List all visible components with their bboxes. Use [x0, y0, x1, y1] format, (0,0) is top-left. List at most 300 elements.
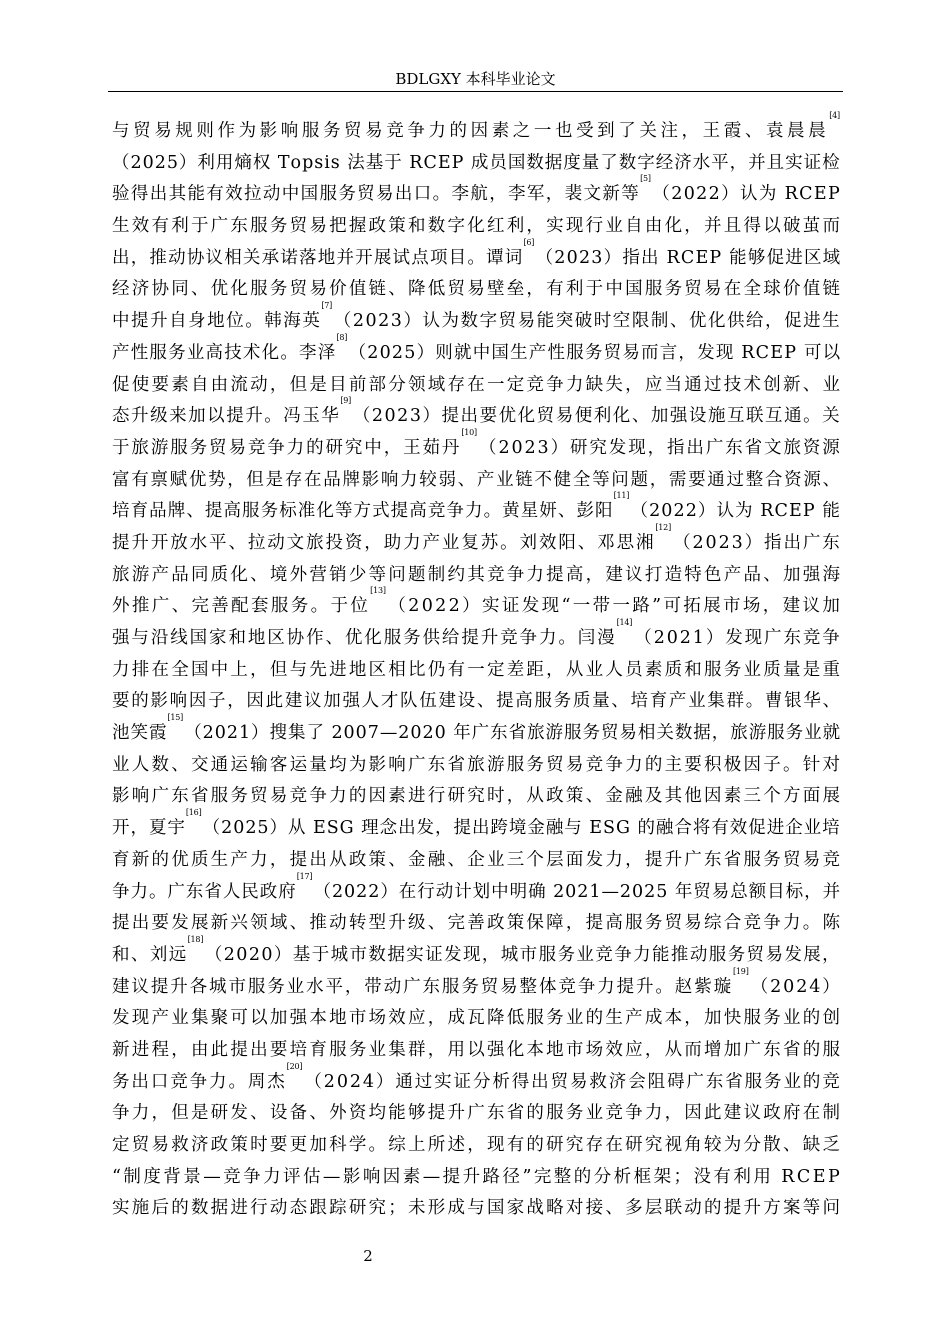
text-char: 2	[649, 501, 661, 522]
text-char: 上	[230, 659, 248, 680]
citation-ref: [11]	[613, 491, 630, 501]
text-char: 力	[526, 564, 544, 585]
text-char: 0	[511, 437, 523, 458]
text-char: 旅	[467, 754, 485, 775]
text-char: 争	[112, 1103, 130, 1124]
text-char: 场	[585, 1039, 603, 1060]
text-char: 力	[428, 121, 446, 141]
text-char: 以	[250, 1008, 268, 1029]
text-char: 力	[538, 628, 557, 648]
text-char: 低	[427, 279, 446, 300]
text-char: 广	[743, 1039, 761, 1060]
text-char: 2	[223, 944, 235, 965]
text-char: 务	[526, 754, 544, 775]
text-char: 水	[189, 532, 207, 553]
text-char: 的	[526, 1135, 544, 1155]
text-char: 、	[388, 849, 406, 870]
text-char: 把	[329, 216, 347, 237]
text-char: 度	[563, 152, 581, 173]
text-char: 省	[508, 723, 526, 744]
text-char: 研	[569, 437, 588, 458]
text-char: 务	[546, 1008, 564, 1029]
text-char: E	[812, 1166, 826, 1187]
text-char: 等	[802, 1198, 821, 1219]
text-char: 2	[408, 596, 420, 617]
text-char: 析	[613, 1166, 631, 1187]
text-char: 数	[151, 754, 169, 775]
text-char: 子	[763, 754, 781, 775]
text-char: ，	[427, 1039, 446, 1060]
text-char: 打	[644, 564, 663, 585]
text-char: 障	[546, 913, 564, 934]
text-char: 易	[711, 881, 730, 902]
text-char: 权	[252, 152, 271, 173]
text-char: 利	[593, 406, 612, 427]
text-char: 贸	[684, 279, 702, 300]
text-char: 海	[283, 311, 301, 332]
text-char: 5	[404, 342, 416, 363]
text-char: 为	[238, 121, 256, 141]
text-char: 培	[822, 818, 840, 839]
text-char: 链	[368, 279, 386, 300]
text-char: E	[813, 184, 827, 205]
text-char: 提	[461, 628, 479, 648]
text-char: 人	[131, 754, 150, 775]
text-char: 整	[519, 976, 537, 997]
text-char: 易	[309, 216, 327, 237]
text-char: 在	[398, 881, 417, 902]
text-char: 易	[376, 184, 394, 205]
text-char: 玉	[302, 406, 320, 427]
text-char: 竞	[386, 121, 404, 141]
text-char: 时	[486, 786, 505, 807]
text-char: 战	[526, 1198, 544, 1219]
text-char: 更	[289, 1135, 307, 1155]
text-char: 海	[822, 564, 840, 585]
text-char: 务	[763, 849, 781, 870]
text-char: E	[770, 342, 783, 363]
text-char: 、	[822, 691, 840, 712]
text-char: 1	[238, 723, 250, 744]
text-char: 从	[565, 659, 584, 680]
text-char: 军	[526, 184, 545, 205]
text-char: 目	[448, 247, 466, 268]
text-char: 促	[112, 374, 130, 395]
text-char: 易	[151, 1135, 169, 1155]
text-char: 由	[190, 1039, 209, 1060]
text-char: 务	[290, 596, 309, 617]
text-char: 由	[210, 374, 228, 395]
text-char	[447, 718, 452, 750]
text-char: 。	[467, 247, 485, 268]
text-char: 准	[297, 501, 316, 522]
text-char: 争	[243, 1166, 261, 1187]
text-char: 素	[644, 659, 663, 680]
text-char: 从	[329, 849, 347, 870]
text-char: ，	[489, 184, 507, 205]
text-char: 本	[309, 1008, 327, 1029]
text-char: 冯	[283, 406, 301, 427]
text-char: 为	[735, 501, 753, 522]
text-char: 球	[763, 279, 781, 300]
text-char	[583, 813, 588, 845]
text-char: 3	[390, 311, 402, 332]
text-char: 字	[479, 311, 497, 332]
text-char: 产	[476, 469, 495, 490]
text-line	[112, 111, 840, 148]
text-char: 建	[112, 976, 130, 997]
text-char: 搜	[269, 723, 287, 744]
text-char: 化	[364, 628, 382, 648]
text-char: 1	[692, 628, 704, 648]
text-char: 业	[782, 1008, 801, 1029]
text-char: 估	[302, 1166, 321, 1187]
text-char: 出	[686, 437, 704, 458]
text-line	[112, 332, 840, 370]
header-rule	[108, 91, 843, 92]
text-char: 带	[364, 976, 382, 997]
text-char: 加	[650, 406, 669, 427]
text-char: 现	[541, 596, 559, 617]
text-char: 地	[329, 1008, 347, 1029]
text-line	[112, 1193, 840, 1225]
text-char: 中	[112, 311, 130, 332]
text-char: 问	[611, 469, 629, 490]
text-char: 标	[279, 501, 297, 522]
text-char: 刘	[519, 532, 537, 553]
text-char: 优	[688, 311, 707, 332]
text-char: C	[423, 152, 437, 173]
text-char: 泽	[317, 342, 336, 363]
text-char: 利	[565, 279, 584, 300]
text-char: 及	[644, 786, 663, 807]
text-char: 、	[457, 469, 475, 490]
text-char: 东	[763, 1039, 781, 1060]
text-char: 生	[605, 1008, 623, 1029]
text-char: 竞	[605, 1103, 623, 1124]
text-char: 场	[368, 1008, 386, 1029]
text-char: 城	[500, 944, 519, 965]
text-char: 应	[644, 374, 663, 395]
text-char: 黄	[502, 501, 520, 522]
text-char: 力	[605, 849, 623, 870]
text-char: 服	[383, 628, 401, 648]
text-char: 产	[151, 1008, 169, 1029]
text-char: 东	[422, 976, 440, 997]
text-char: 中	[472, 342, 490, 363]
text-char: 能	[388, 1103, 406, 1124]
text-char: 供	[422, 628, 440, 648]
text-char: 化	[230, 564, 248, 585]
text-char: 5	[257, 818, 269, 839]
text-char: 出	[309, 849, 327, 870]
text-char: 行	[250, 1198, 268, 1219]
text-char: 2	[685, 501, 697, 522]
text-char: 利	[733, 1166, 751, 1187]
text-char: 体	[538, 976, 557, 997]
text-char: 存	[447, 374, 465, 395]
text-line	[112, 871, 840, 909]
text-char: 在	[605, 1135, 623, 1155]
text-char: 三	[506, 849, 524, 870]
text-char: 质	[210, 564, 228, 585]
text-char: 生	[822, 311, 840, 332]
text-char: 加	[782, 564, 801, 585]
text-char: 竞	[289, 786, 307, 807]
text-char: 业	[803, 818, 821, 839]
text-char: 等	[592, 469, 610, 490]
text-char: 东	[490, 723, 508, 744]
text-char: 强	[342, 691, 360, 712]
text-char: 力	[464, 501, 483, 522]
text-char: ，	[644, 1039, 663, 1060]
text-char: 民	[241, 881, 259, 902]
text-char: 集	[707, 691, 725, 712]
text-char: 业	[585, 659, 603, 680]
text-char: 中	[491, 881, 509, 902]
text-char: 融	[625, 786, 643, 807]
text-char: ，	[151, 1103, 169, 1124]
text-char: 省	[190, 786, 209, 807]
text-char: ，	[269, 374, 288, 395]
text-line	[112, 465, 840, 497]
text-char: 点	[411, 247, 429, 268]
text-char: 地	[546, 1039, 564, 1060]
text-char: 提	[131, 311, 149, 332]
text-char: 便	[574, 406, 593, 427]
text-char: （	[479, 437, 497, 458]
text-char: E	[437, 152, 451, 173]
text-char: 降	[408, 279, 426, 300]
text-char: 服	[170, 437, 188, 458]
text-char: ）	[705, 628, 724, 648]
text-char: 国	[507, 152, 526, 173]
text-char: 业	[186, 342, 205, 363]
text-char: 态	[112, 406, 130, 427]
text-char: 苏	[480, 532, 499, 553]
text-char: 于	[384, 152, 402, 173]
text-char: 路	[632, 596, 650, 617]
text-char: 旅	[783, 437, 801, 458]
text-char: （	[333, 311, 352, 332]
text-char: 案	[782, 1198, 801, 1219]
text-char: 服	[767, 723, 785, 744]
text-char: 漫	[597, 628, 615, 648]
text-char: ）	[416, 342, 434, 363]
text-char: 落	[299, 247, 317, 268]
text-char: 力	[403, 532, 421, 553]
text-char: 平	[711, 152, 729, 173]
text-char: （	[184, 723, 202, 744]
text-char: 航	[470, 184, 488, 205]
text-char: 中	[210, 659, 228, 680]
text-line	[112, 845, 840, 877]
text-char: 富	[112, 469, 130, 490]
text-char: 出	[394, 184, 413, 205]
text-char	[722, 243, 727, 275]
text-char: 国	[300, 184, 318, 205]
text-char: 务	[230, 786, 248, 807]
text-char: 服	[566, 342, 584, 363]
text-char: —	[379, 723, 398, 744]
text-char: 2	[245, 818, 257, 839]
text-char: 裴	[564, 184, 582, 205]
text-char: 指	[667, 437, 685, 458]
text-line	[112, 908, 840, 940]
text-char: 贸	[447, 279, 465, 300]
text-char: 方	[353, 501, 371, 522]
text-char: 强	[669, 406, 688, 427]
text-char: 计	[454, 881, 472, 902]
text-char: 研	[447, 786, 465, 807]
text-char: 施	[707, 406, 726, 427]
text-char: 的	[171, 1198, 189, 1219]
text-char: 数	[368, 944, 386, 965]
text-char: 。	[655, 976, 673, 997]
text-char: 0	[434, 723, 446, 744]
text-char: 2	[796, 976, 808, 997]
text-char: 合	[674, 818, 692, 839]
text-char: 数	[427, 216, 446, 237]
text-char: 竞	[585, 754, 603, 775]
text-char: 于	[585, 279, 603, 300]
text-char: 个	[763, 786, 781, 807]
text-char: ）	[721, 184, 739, 205]
text-char: 展	[703, 596, 721, 617]
text-char: 政	[348, 849, 367, 870]
text-char: 。	[500, 532, 518, 553]
text-char: 进	[785, 247, 803, 268]
text-char: 服	[301, 121, 320, 141]
text-char: 易	[704, 279, 722, 300]
text-char: 互	[726, 406, 745, 427]
text-char: 城	[209, 976, 227, 997]
text-char: 务	[348, 1039, 367, 1060]
text-char: 排	[131, 659, 150, 680]
text-char: 框	[633, 1166, 651, 1187]
text-char: 域	[427, 374, 446, 395]
text-char: 影	[150, 691, 168, 712]
text-char: 贸	[344, 121, 362, 141]
text-char: 力	[131, 1103, 150, 1124]
text-char: 政	[259, 881, 278, 902]
text-char: 面	[565, 849, 584, 870]
text-char: 务	[461, 976, 479, 997]
text-char: 市	[723, 596, 741, 617]
citation-ref: [17]	[296, 871, 313, 881]
text-char: 曹	[764, 691, 783, 712]
text-char: 此	[210, 1039, 228, 1060]
text-char: 有	[447, 659, 465, 680]
text-char: 有	[151, 216, 169, 237]
text-char: 优	[171, 849, 189, 870]
text-char: 据	[544, 152, 563, 173]
text-char: 0	[632, 881, 643, 902]
text-char: 广	[210, 216, 228, 237]
text-char: ，	[664, 1103, 682, 1124]
text-char: 有	[711, 818, 729, 839]
text-char: 言	[659, 342, 678, 363]
text-char: 助	[383, 532, 401, 553]
text-char: 响	[380, 469, 399, 490]
text-char: 相	[637, 723, 656, 744]
text-char: 行	[417, 881, 435, 902]
text-char: 中	[281, 184, 300, 205]
text-char: 展	[373, 247, 392, 268]
text-char: 平	[325, 976, 343, 997]
text-char: 2	[248, 944, 260, 965]
text-line	[112, 713, 840, 750]
text-char: 化	[664, 216, 682, 237]
text-char: 势	[208, 469, 226, 490]
text-char: 量	[581, 152, 600, 173]
text-char: 池	[112, 723, 130, 744]
text-char	[341, 148, 346, 180]
text-char: 试	[392, 247, 410, 268]
text-char: （	[388, 596, 406, 617]
text-char: 国	[625, 279, 643, 300]
text-char: 地	[317, 247, 336, 268]
text-char: 2	[524, 437, 536, 458]
text-char: 0	[355, 723, 367, 744]
text-char: 产	[230, 849, 248, 870]
text-char: 升	[664, 849, 682, 870]
text-char: 的	[573, 1166, 592, 1187]
text-char: 客	[269, 754, 288, 775]
text-char: 数	[190, 1198, 209, 1219]
text-char: 拉	[247, 532, 266, 553]
text-char: 华	[321, 406, 339, 427]
text-char: 化	[612, 406, 631, 427]
text-char: 就	[822, 723, 840, 744]
text-char: 为	[758, 184, 777, 205]
text-char: 化	[261, 342, 279, 363]
text-char: 、	[557, 501, 576, 522]
text-line	[112, 966, 840, 1004]
text-char: 争	[309, 786, 327, 807]
text-char: 2	[644, 881, 656, 902]
text-char: 家	[209, 628, 227, 648]
text-char: 争	[763, 913, 781, 934]
text-char	[355, 813, 360, 845]
text-char: 的	[151, 849, 169, 870]
text-char	[631, 813, 636, 845]
citation-ref: [20]	[286, 1061, 303, 1071]
text-char: 销	[329, 564, 347, 585]
text-char: 贸	[357, 184, 375, 205]
text-char: 发	[585, 849, 603, 870]
text-char: 务	[403, 628, 421, 648]
text-char: 对	[565, 1198, 584, 1219]
text-char: 建	[723, 1103, 742, 1124]
text-char: 制	[822, 1103, 840, 1124]
text-char: 此	[265, 691, 283, 712]
text-char: 以	[763, 216, 781, 237]
text-char: 化	[506, 1039, 524, 1060]
text-char: 区	[803, 247, 822, 268]
text-char: 省	[725, 1071, 743, 1092]
text-char: 高	[223, 501, 241, 522]
text-line	[112, 1061, 840, 1099]
text-char: 、	[250, 1103, 268, 1124]
text-char: 动	[383, 976, 401, 997]
text-char: 要	[112, 691, 130, 712]
text-char: 了	[600, 152, 618, 173]
text-char: 发	[521, 596, 540, 617]
text-char: 输	[250, 754, 268, 775]
text-char: 务	[553, 691, 571, 712]
text-char: 闫	[577, 628, 596, 648]
